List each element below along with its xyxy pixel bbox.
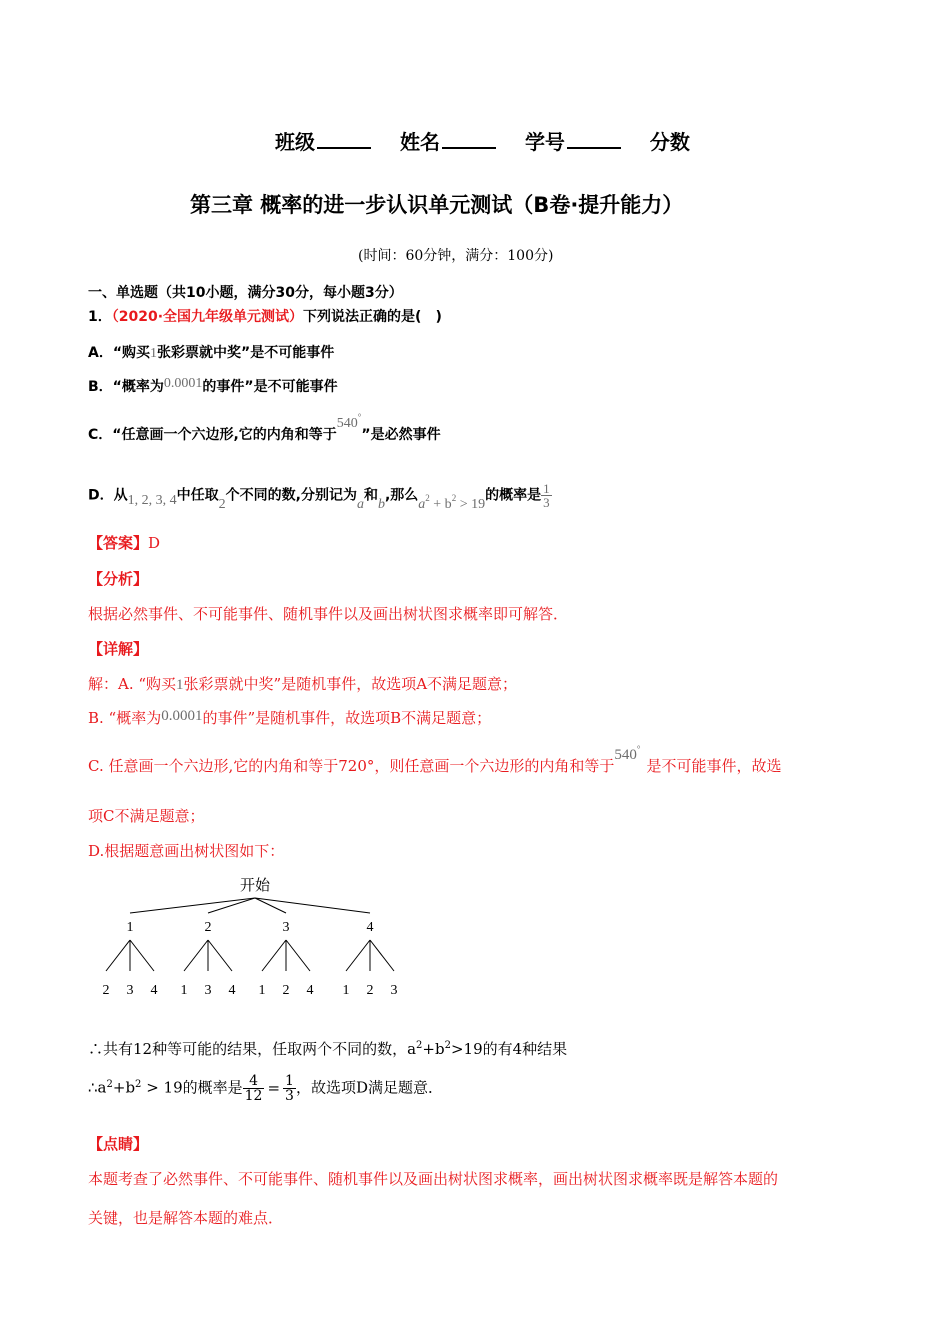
tree-edge-2-1 [184, 940, 208, 971]
tree-edge-1-2 [106, 940, 130, 971]
detail-line-b: B. “概率为0.0001的事件”是随机事件，故选项B不满足题意； [88, 708, 492, 727]
option-b-number: 0.0001 [163, 376, 203, 391]
answer-label: 【答案】 [88, 534, 149, 552]
tree-leaf-1-2: 2 [102, 983, 110, 998]
page-title: 第三章 概率的进一步认识单元测试（B卷·提升能力） [190, 193, 684, 217]
tree-leaf-3-1: 1 [258, 983, 266, 998]
option-b-text-pre: B．“概率为 [88, 379, 164, 395]
option-c-number: 540 [336, 416, 358, 431]
option-d[interactable] [88, 481, 552, 512]
option-c[interactable] [88, 412, 441, 444]
tree-edge-4-3 [370, 940, 394, 971]
option-d-text-1: 中任取 [176, 487, 219, 504]
comment-line-1: 本题考查了必然事件、不可能事件、随机事件以及画出树状图求概率，画出树状图求概率既是解答本题的 [88, 1170, 779, 1188]
option-d-var-b: b [377, 496, 385, 512]
option-d-text-3: ,那么 [384, 487, 419, 504]
tree-leaf-4-3: 3 [390, 983, 398, 998]
tree-leaf-4-2: 2 [366, 983, 374, 998]
tree-edge-2-4 [208, 940, 232, 971]
option-c-text-pre: C．“任意画一个六边形,它的内角和等于 [88, 427, 337, 443]
tree-node-3: 3 [282, 920, 290, 935]
fraction-4-12: $\frac{4}{12}$ [244, 1073, 263, 1104]
detail-line-a: 解：A. “购买1张彩票就中奖”是随机事件，故选项A不满足题意； [88, 675, 518, 693]
score-label: 分数 [649, 130, 690, 154]
tree-labels [103, 876, 398, 998]
option-d-var-a: a [356, 496, 364, 512]
analysis-label: 【分析】 [88, 570, 149, 588]
option-d-fraction: $\frac{1}{3}$ [543, 481, 550, 510]
tree-edge-4-1 [346, 940, 370, 971]
tree-node-2: 2 [204, 920, 212, 935]
option-c-degree: ° [357, 412, 362, 422]
option-d-inequality: $a^2 + b^2 > 19$ [418, 492, 486, 512]
option-d-set: 1, 2, 3, 4 [127, 492, 177, 508]
detail-label: 【详解】 [88, 640, 149, 658]
tree-edge-root-4 [255, 898, 370, 913]
tree-diagram [90, 868, 420, 1000]
option-c-text-post: ”是必然事件 [361, 427, 441, 443]
name-label: 姓名 [399, 130, 440, 154]
question-number: 1． [88, 309, 112, 325]
tree-leaf-2-3: 3 [204, 983, 212, 998]
detail-line-d: D.根据题意画出树状图如下： [88, 842, 285, 860]
option-a[interactable] [88, 342, 334, 362]
section-heading: 一、单选题（共10小题，满分30分，每小题3分） [88, 285, 403, 301]
answer-line [88, 532, 160, 553]
tree-edge-1-4 [130, 940, 154, 971]
tree-root-label: 开始 [239, 876, 271, 894]
name-blank[interactable] [442, 146, 496, 149]
tree-edge-3-1 [262, 940, 286, 971]
tree-edge-root-1 [130, 898, 255, 913]
conclusion-line-2: $\therefore a^2+b^2 > 19$的概率是 $\frac{4}{12}$ = $\frac{1}{3}$ ，故选项D满足题意． [88, 1073, 443, 1104]
option-b[interactable] [88, 376, 338, 396]
comment-label: 【点睛】 [88, 1135, 149, 1153]
tree-edge-3-4 [286, 940, 310, 971]
option-a-text-pre: A．“购买 [88, 345, 151, 361]
option-d-text-post: 的概率是 [485, 487, 542, 504]
id-blank[interactable] [567, 146, 621, 149]
conclusion-line-1: ∴共有12种等可能的结果，任取两个不同的数，$a^2+b^2>19$的有4种结果 [88, 1040, 568, 1058]
option-d-and: 和 [363, 487, 378, 504]
question-stem [88, 306, 442, 326]
detail-line-c: C. 任意画一个六边形,它的内角和等于720°，则任意画一个六边形的内角和等于540°是不可能事件，故选 [88, 744, 782, 775]
option-b-text-post: 的事件”是不可能事件 [202, 379, 338, 395]
class-blank[interactable] [317, 146, 371, 149]
tree-edge-root-2 [208, 898, 255, 913]
tree-leaf-4-1: 1 [342, 983, 350, 998]
option-d-text-pre: D．从 [88, 487, 128, 504]
id-label: 学号 [524, 130, 565, 154]
tree-leaf-3-2: 2 [282, 983, 290, 998]
detail-line-c2: 项C不满足题意； [88, 807, 205, 825]
answer-value: D [148, 534, 161, 552]
page-subtitle: (时间：60分钟，满分：100分) [358, 248, 554, 264]
question-text: 下列说法正确的是( ) [303, 309, 442, 325]
option-d-two: 2 [218, 496, 226, 512]
student-info-header [275, 126, 690, 155]
analysis-text: 根据必然事件、不可能事件、随机事件以及画出树状图求概率即可解答． [88, 605, 569, 623]
comment-line-2: 关键，也是解答本题的难点． [88, 1209, 284, 1227]
tree-leaf-1-3: 3 [126, 983, 134, 998]
option-a-text-post: 张彩票就中奖”是不可能事件 [157, 345, 335, 361]
tree-node-4: 4 [366, 920, 374, 935]
tree-leaf-2-1: 1 [180, 983, 188, 998]
tree-leaf-1-4: 4 [150, 983, 158, 998]
fraction-1-3: $\frac{1}{3}$ [285, 1073, 294, 1104]
tree-node-1: 1 [126, 920, 134, 935]
option-a-number: 1 [150, 346, 158, 361]
tree-leaf-3-4: 4 [306, 983, 314, 998]
option-d-text-2: 个不同的数,分别记为 [225, 487, 357, 504]
class-label: 班级 [275, 130, 315, 154]
tree-leaf-2-4: 4 [228, 983, 236, 998]
question-source: （2020·全国九年级单元测试） [111, 309, 304, 325]
tree-edges [106, 898, 394, 971]
